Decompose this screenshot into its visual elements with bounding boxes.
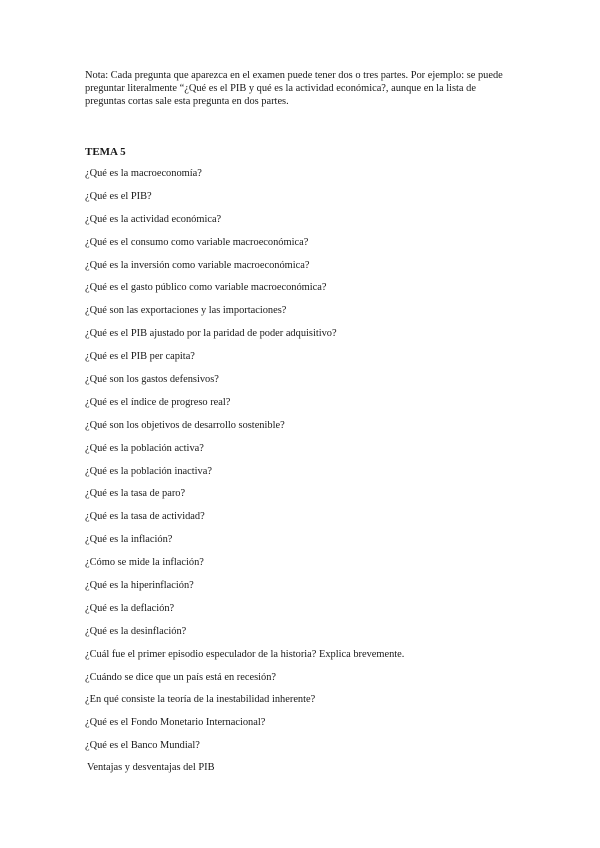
question-item: ¿Cuál fue el primer episodio especulador de la historia? Explica brevemente. xyxy=(85,648,405,660)
question-item: ¿Qué es la macroeconomía? xyxy=(85,168,202,179)
question-item: ¿Qué es la inflación? xyxy=(85,534,173,546)
pib-pros-cons-line: Ventajas y desventajas del PIB xyxy=(87,762,215,773)
question-item: ¿Qué es la desinflación? xyxy=(85,625,187,637)
exam-note: Nota: Cada pregunta que aparezca en el examen puede tener dos o tres partes. Por ejemplo: se puede preguntar literalmente “¿Qué es el PIB y qué es la actividad económica?, aunque en la lista de preguntas cortas sale esta pregunta en dos partes. xyxy=(85,70,503,107)
question-item: ¿Qué es la hiperinflación? xyxy=(85,580,194,592)
question-item: ¿Qué es la población activa? xyxy=(85,442,204,454)
question-item: ¿Qué son las exportaciones y las importaciones? xyxy=(85,305,287,317)
question-item: ¿En qué consiste la teoría de la inestabilidad inherente? xyxy=(85,694,316,706)
question-item: ¿Qué es la deflación? xyxy=(85,602,175,614)
question-item: ¿Qué es el Fondo Monetario Internacional? xyxy=(85,717,266,729)
question-item: ¿Qué es el gasto público como variable macroeconómica? xyxy=(85,282,327,294)
question-item: ¿Qué es la actividad económica? xyxy=(85,213,222,225)
question-item: ¿Cuándo se dice que un país está en recesión? xyxy=(85,671,276,683)
question-item: ¿Qué son los objetivos de desarrollo sostenible? xyxy=(85,419,285,431)
question-item: ¿Qué es la tasa de paro? xyxy=(85,488,186,500)
question-item: ¿Qué es la tasa de actividad? xyxy=(85,511,205,523)
question-item: ¿Qué es el PIB? xyxy=(85,190,152,202)
question-item: ¿Qué son los gastos defensivos? xyxy=(85,374,219,386)
question-item: ¿Qué es la población inactiva? xyxy=(85,465,212,477)
question-item: ¿Cómo se mide la inflación? xyxy=(85,557,204,569)
question-item: ¿Qué es el índice de progreso real? xyxy=(85,396,231,408)
question-item: ¿Qué es el PIB per capita? xyxy=(85,351,195,363)
question-item: ¿Qué es el consumo como variable macroeconómica? xyxy=(85,236,309,248)
question-item: ¿Qué es el Banco Mundial? xyxy=(85,740,200,752)
question-item: ¿Qué es el PIB ajustado por la paridad de poder adquisitivo? xyxy=(85,328,337,340)
topic-heading: TEMA 5 xyxy=(85,146,126,158)
question-list xyxy=(85,167,404,762)
question-item: ¿Qué es la inversión como variable macroeconómica? xyxy=(85,259,310,271)
